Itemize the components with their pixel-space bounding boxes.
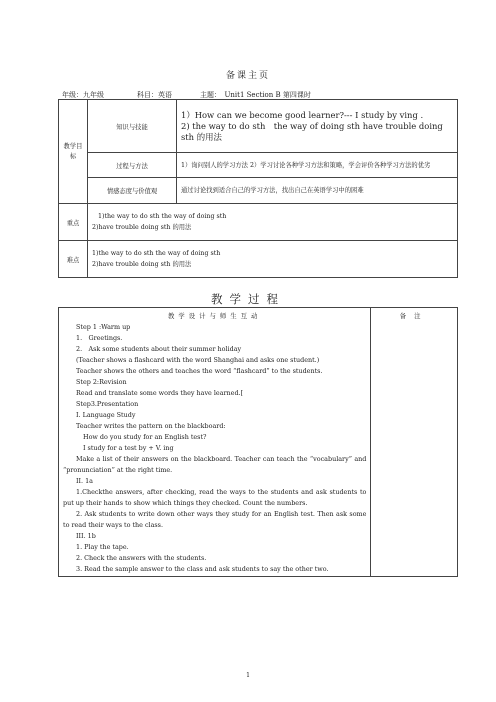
objectives-group-label: 教学目标 <box>59 100 88 204</box>
process-line: 1. Play the tape. <box>76 543 129 551</box>
process-line: I. Language Study <box>76 411 136 419</box>
page-title: 备课主页 <box>225 71 270 81</box>
page-number: 1 <box>246 672 250 679</box>
process-line: 2. Check the answers with the students. <box>76 554 207 562</box>
process-section-title: 教学过程 <box>211 292 285 306</box>
process-line: Step 1 :Warm up <box>76 323 131 331</box>
difficulty-label: 难点 <box>59 241 88 278</box>
process-line: I study for a test by + V. ing <box>83 444 174 452</box>
process-line: (Teacher shows a flashcard with the word Shanghai and asks one student.) <box>76 356 320 364</box>
process-line: 2. Ask students to write down other ways they study for an English test. Then ask some to read their ways to the class. <box>63 510 367 529</box>
attitude-content: 通过讨论找到适合自己的学习方法，找出自己在英语学习中的困难 <box>177 178 458 204</box>
process-line: Read and translate some words they have learned.[ <box>76 389 244 397</box>
focus-label: 重点 <box>59 204 88 241</box>
process-line: Step3.Presentation <box>76 400 139 408</box>
focus-content: 1)the way to do sth the way of doing sth 2)have trouble doing sth 的用法 <box>88 204 458 241</box>
topic-label: 主题： Unit1 Section B 第四课时 <box>200 91 311 99</box>
process-line: Make a list of their answers on the blackboard. Teacher can teach the “vocabulary” and “pronunciation” at the right time. <box>63 455 367 474</box>
subject-label: 科目：英语 <box>137 91 172 99</box>
process-line: 1.Checkthe answers, after checking, read the ways to the students and ask students to put up their hands to show which things they checked. Count the numbers. <box>63 488 367 507</box>
process-line: Teacher writes the pattern on the blackboard: <box>76 422 226 430</box>
process-line: 2. Ask some students about their summer holiday <box>76 345 242 353</box>
difficulty-content: 1)the way to do sth the way of doing sth 2)have trouble doing sth 的用法 <box>88 241 458 278</box>
process-line: II. 1a <box>76 477 93 485</box>
process-line: Step 2:Revision <box>76 378 127 386</box>
process-note-cell <box>371 308 458 577</box>
process-line: 1. Greetings. <box>76 334 123 342</box>
process-line: 3. Read the sample answer to the class and ask students to say the other two. <box>76 565 329 573</box>
process-table <box>58 307 458 577</box>
process-col-header: 教学设计与师生互动 <box>167 312 262 320</box>
process-main-cell <box>59 308 371 577</box>
objectives-table <box>58 99 458 278</box>
knowledge-label: 知识与技能 <box>88 100 177 153</box>
process-method-label: 过程与方法 <box>88 153 177 178</box>
process-line: How do you study for an English test? <box>83 433 207 441</box>
grade-label: 年级：九年级 <box>62 91 104 99</box>
process-method-content: 1）询问别人的学习方法 2）学习讨论各种学习方法和策略，学会评价各种学习方法的优劣 <box>177 153 458 178</box>
knowledge-content: 1）How can we become good learner?--- I study by ving . 2) the way to do sth the way of doing sth have trouble doing sth 的用法 <box>177 100 458 153</box>
process-line: Teacher shows the others and teaches the word “flashcard” to the students. <box>76 367 323 375</box>
attitude-label: 情感态度与价值观 <box>88 178 177 204</box>
note-col-header: 备注 <box>399 312 429 320</box>
process-line: III. 1b <box>76 532 96 540</box>
